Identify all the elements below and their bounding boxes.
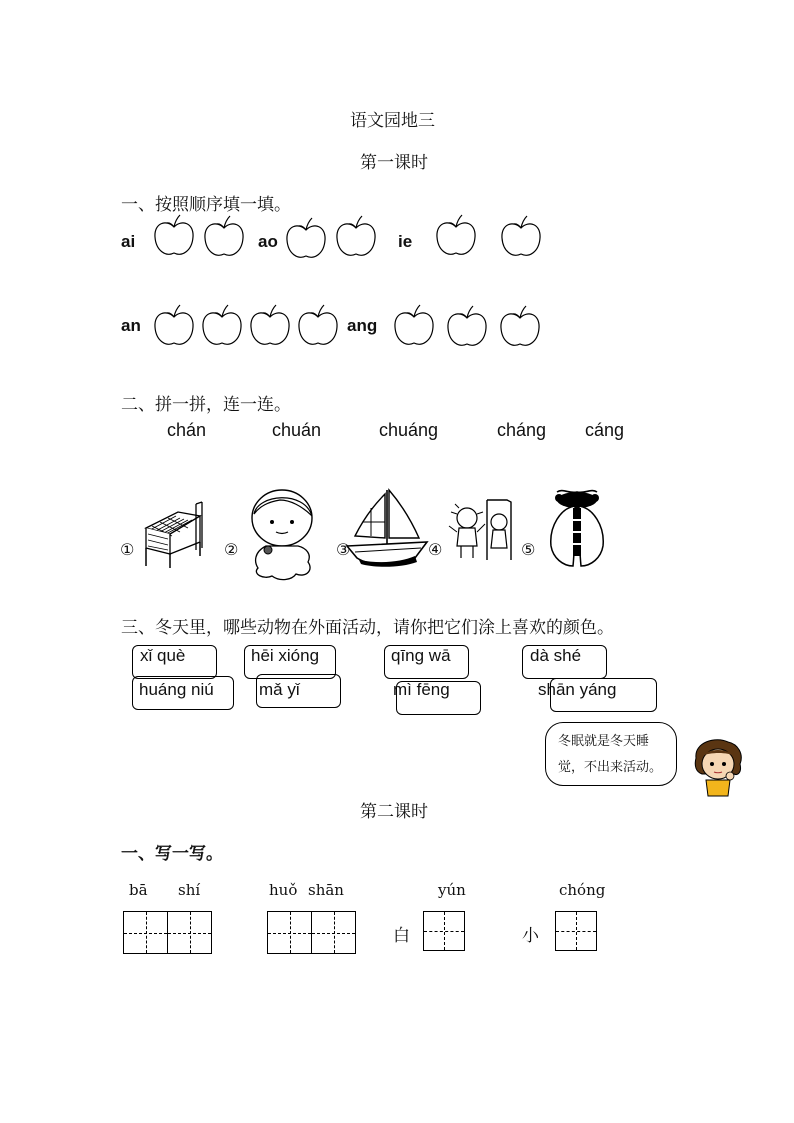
pinyin-shi: shí <box>178 881 201 899</box>
number-5: ⑤ <box>521 540 536 559</box>
lesson-2-title: 第二课时 <box>360 802 428 822</box>
apple-icon[interactable] <box>437 215 475 254</box>
sailboat-icon[interactable] <box>345 486 429 572</box>
apple-icon[interactable] <box>395 305 433 344</box>
apple-icon[interactable] <box>299 305 337 344</box>
apple-icon[interactable] <box>502 216 540 255</box>
hanzi-bai: 白 <box>393 926 410 946</box>
apple-icon[interactable] <box>448 306 486 345</box>
girl-thinking-icon <box>688 736 748 798</box>
pinyin-an: an <box>121 316 141 335</box>
pinyin-ao: ao <box>258 232 278 251</box>
number-3: ③ <box>336 540 351 559</box>
pinyin-chang: cháng <box>497 420 547 440</box>
number-1: ① <box>120 540 135 559</box>
hide-and-seek-icon[interactable] <box>447 494 517 566</box>
lesson-1-title: 第一课时 <box>360 153 428 173</box>
number-4: ④ <box>428 540 443 559</box>
pinyin-yun: yún <box>438 881 466 899</box>
apple-icon[interactable] <box>205 216 243 255</box>
pinyin-ai: ai <box>121 232 136 251</box>
section-2-heading: 二、拼一拼，连一连。 <box>121 395 291 415</box>
speech-bubble: 冬眠就是冬天睡觉，不出来活动。 <box>545 722 677 786</box>
apple-icon[interactable] <box>155 305 193 344</box>
cicada-icon[interactable] <box>545 486 609 570</box>
word-mifeng: mì fēng <box>393 680 450 699</box>
apple-icon[interactable] <box>203 305 241 344</box>
pinyin-huo: huǒ <box>269 881 298 899</box>
writing-cell[interactable] <box>167 911 212 954</box>
word-dashe: dà shé <box>530 646 582 665</box>
page-title: 语文园地三 <box>350 111 435 131</box>
pinyin-cang: cáng <box>585 420 625 440</box>
word-mayi: mǎ yǐ <box>259 680 300 699</box>
writing-cell[interactable] <box>311 911 356 954</box>
word-qingwa: qīng wā <box>391 646 451 665</box>
apples-layer <box>0 0 794 400</box>
writing-cell[interactable] <box>267 911 312 954</box>
bed-icon[interactable] <box>140 498 204 570</box>
pinyin-chuan: chuán <box>272 420 322 440</box>
apple-icon[interactable] <box>337 216 375 255</box>
hanzi-xiao: 小 <box>522 926 539 946</box>
girl-icon[interactable] <box>244 486 322 582</box>
number-2: ② <box>224 540 239 559</box>
pinyin-chan: chán <box>167 420 207 440</box>
writing-cell[interactable] <box>123 911 168 954</box>
writing-cell[interactable] <box>423 911 465 951</box>
writing-cell[interactable] <box>555 911 597 951</box>
section-3-heading: 三、冬天里，哪些动物在外面活动，请你把它们涂上喜欢的颜色。 <box>121 618 614 638</box>
word-shanyang: shān yáng <box>538 680 617 699</box>
apple-icon[interactable] <box>501 306 539 345</box>
apple-icon[interactable] <box>287 218 325 257</box>
pinyin-chuang: chuáng <box>379 420 439 440</box>
pinyin-ie: ie <box>398 232 413 251</box>
word-huangniu: huáng niú <box>139 680 214 699</box>
apple-icon[interactable] <box>155 215 193 254</box>
pinyin-ba: bā <box>129 881 148 899</box>
word-heixiong: hēi xióng <box>251 646 320 665</box>
section-4-heading: 一、写一写。 <box>121 844 223 864</box>
apple-icon[interactable] <box>251 305 289 344</box>
word-xique: xǐ què <box>140 646 186 665</box>
pinyin-chong: chóng <box>559 881 606 899</box>
section-1-heading: 一、按照顺序填一填。 <box>121 195 291 215</box>
pinyin-ang: ang <box>347 316 378 335</box>
pinyin-shan: shān <box>308 881 344 899</box>
